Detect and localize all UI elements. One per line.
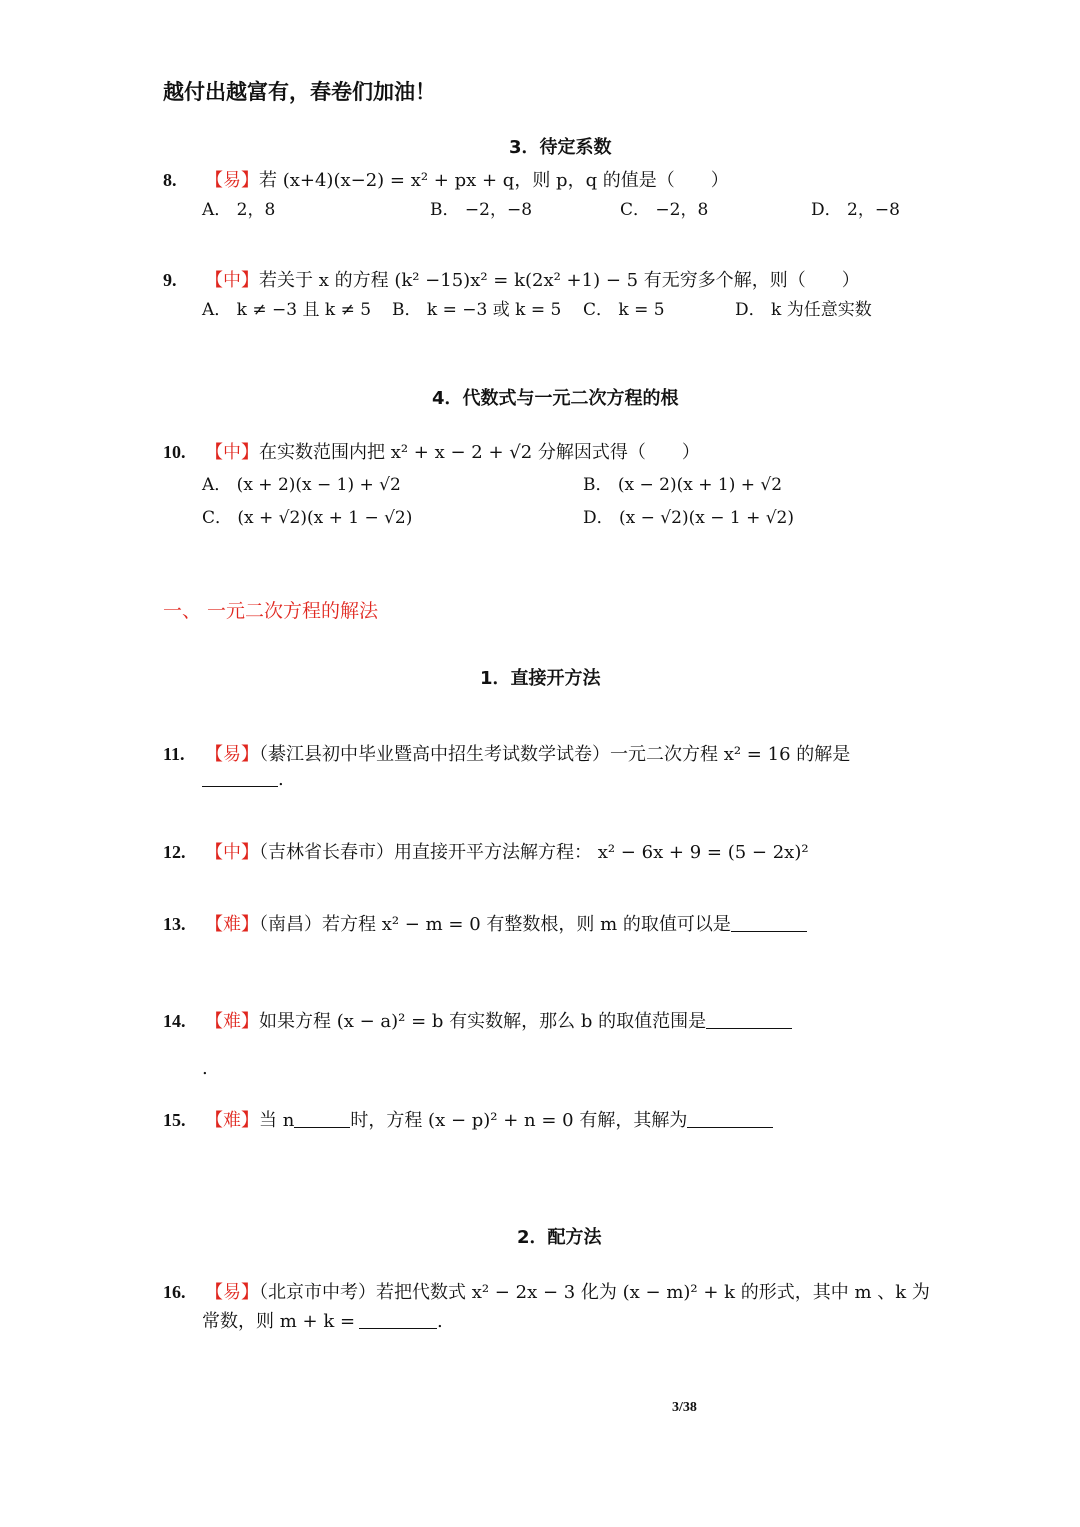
difficulty-tag: 【易】 bbox=[205, 170, 259, 191]
difficulty-tag: 【中】 bbox=[205, 842, 259, 863]
section-title: 3．待定系数 bbox=[509, 137, 612, 158]
option-a: A． (x + 2)(x − 1) + √2 bbox=[202, 475, 401, 495]
period: . bbox=[202, 1058, 208, 1079]
page-number: 3/38 bbox=[672, 1400, 697, 1415]
answer-blank[interactable] bbox=[359, 1310, 437, 1329]
difficulty-tag: 【难】 bbox=[205, 1110, 259, 1131]
question-number: 15. bbox=[163, 1110, 186, 1130]
question-11 bbox=[163, 740, 850, 766]
question-stem: 常数，则 m + k = bbox=[202, 1311, 356, 1332]
question-stem: 若关于 x 的方程 (k² −15)x² = k(2x² +1) − 5 有无穷多个解，则（ ） bbox=[259, 270, 860, 291]
option-d: D． k 为任意实数 bbox=[735, 300, 872, 320]
difficulty-tag: 【难】 bbox=[205, 914, 259, 935]
option-c: C． −2，8 bbox=[620, 200, 709, 220]
question-stem: 当 n bbox=[259, 1110, 295, 1131]
option-d: D． (x − √2)(x − 1 + √2) bbox=[583, 508, 795, 528]
option-a: A． k ≠ −3 且 k ≠ 5 bbox=[202, 300, 372, 320]
option-b: B． −2，−8 bbox=[430, 200, 533, 220]
answer-blank[interactable] bbox=[706, 1010, 792, 1029]
difficulty-tag: 【易】 bbox=[205, 744, 259, 765]
question-number: 8. bbox=[163, 170, 177, 190]
question-stem: （綦江县初中毕业暨高中招生考试数学试卷）一元二次方程 x² = 16 的解是 bbox=[259, 744, 851, 765]
period: . bbox=[278, 769, 284, 790]
answer-blank[interactable] bbox=[294, 1109, 350, 1128]
question-number: 13. bbox=[163, 914, 186, 934]
option-c: C． k = 5 bbox=[583, 300, 665, 320]
question-15 bbox=[163, 1106, 773, 1132]
option-c: C． (x + √2)(x + 1 − √2) bbox=[202, 508, 413, 528]
difficulty-tag: 【易】 bbox=[205, 1282, 259, 1303]
option-a: A． 2，8 bbox=[202, 200, 276, 220]
question-16 bbox=[163, 1278, 930, 1304]
answer-blank[interactable] bbox=[202, 768, 278, 787]
question-10 bbox=[163, 438, 700, 464]
difficulty-tag: 【中】 bbox=[205, 442, 259, 463]
difficulty-tag: 【中】 bbox=[205, 270, 259, 291]
motto-header: 越付出越富有，春卷们加油！ bbox=[163, 80, 436, 104]
question-stem: 若 (x+4)(x−2) = x² + px + q，则 p，q 的值是（ ） bbox=[259, 170, 729, 191]
question-8 bbox=[163, 166, 729, 192]
question-13 bbox=[163, 910, 807, 936]
part-title: 一、 一元二次方程的解法 bbox=[163, 600, 379, 622]
section-title: 1．直接开方法 bbox=[480, 668, 601, 689]
question-stem: 如果方程 (x − a)² = b 有实数解，那么 b 的取值范围是 bbox=[259, 1011, 707, 1032]
question-12 bbox=[163, 838, 809, 864]
question-stem: （南昌）若方程 x² − m = 0 有整数根，则 m 的取值可以是 bbox=[259, 914, 731, 935]
question-stem: （吉林省长春市）用直接开平方法解方程： x² − 6x + 9 = (5 − 2x)² bbox=[259, 842, 809, 863]
question-9 bbox=[163, 266, 860, 292]
difficulty-tag: 【难】 bbox=[205, 1011, 259, 1032]
answer-blank[interactable] bbox=[687, 1109, 773, 1128]
option-b: B． k = −3 或 k = 5 bbox=[392, 300, 562, 320]
answer-line bbox=[202, 768, 284, 790]
question-14 bbox=[163, 1007, 792, 1033]
question-number: 9. bbox=[163, 270, 177, 290]
section-title: 2．配方法 bbox=[517, 1227, 602, 1248]
question-number: 10. bbox=[163, 442, 186, 462]
question-number: 11. bbox=[163, 744, 185, 764]
section-title: 4．代数式与一元二次方程的根 bbox=[432, 388, 679, 409]
question-16-line2 bbox=[202, 1307, 443, 1333]
period: . bbox=[437, 1311, 443, 1332]
question-stem: （北京市中考）若把代数式 x² − 2x − 3 化为 (x − m)² + k 的形式，其中 m 、k 为 bbox=[259, 1282, 930, 1303]
option-d: D． 2，−8 bbox=[811, 200, 900, 220]
option-b: B． (x − 2)(x + 1) + √2 bbox=[583, 475, 783, 495]
question-stem: 在实数范围内把 x² + x − 2 + √2 分解因式得（ ） bbox=[259, 442, 700, 463]
question-number: 12. bbox=[163, 842, 186, 862]
question-number: 14. bbox=[163, 1011, 186, 1031]
question-number: 16. bbox=[163, 1282, 186, 1302]
answer-blank[interactable] bbox=[731, 913, 807, 932]
question-stem: 时，方程 (x − p)² + n = 0 有解，其解为 bbox=[350, 1110, 688, 1131]
